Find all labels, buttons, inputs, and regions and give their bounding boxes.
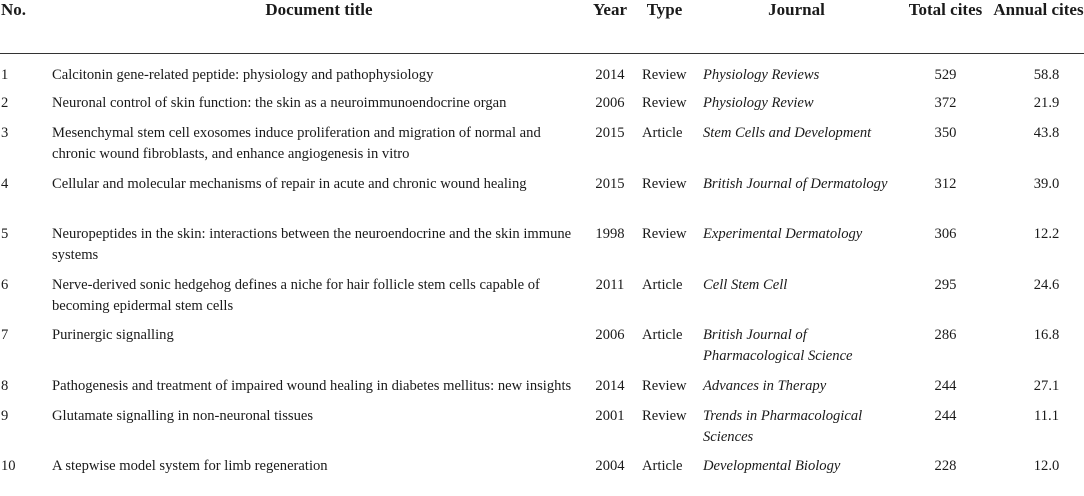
- cell-journal: Developmental Biology: [703, 458, 841, 474]
- header-total-cites: Total cites: [898, 0, 993, 53]
- table-row: [0, 224, 1084, 275]
- header-journal: Journal: [695, 0, 898, 53]
- cell-journal: Stem Cells and Development: [703, 125, 872, 141]
- cell-no: 4: [1, 175, 9, 192]
- cell-type: Review: [642, 377, 687, 394]
- cell-year: 2014: [595, 377, 625, 394]
- cell-type: Article: [642, 327, 683, 343]
- cell-type: Review: [642, 95, 687, 111]
- table-row: [0, 275, 1084, 326]
- cell-journal: Physiology Review: [703, 95, 814, 111]
- cell-year: 2015: [595, 125, 625, 141]
- cell-total-cites: 295: [934, 276, 957, 293]
- cell-year: 2006: [595, 95, 625, 111]
- cell-year: 2006: [595, 327, 625, 343]
- cell-annual-cites: 12.2: [1033, 226, 1060, 242]
- cell-no: 5: [1, 226, 9, 242]
- cell-no: 8: [1, 377, 9, 394]
- cell-no: 6: [1, 276, 9, 293]
- cell-annual-cites: 58.8: [1033, 66, 1060, 83]
- header-year: Year: [586, 0, 634, 53]
- cell-journal: Advances in Therapy: [703, 377, 827, 394]
- table-row: [0, 123, 1084, 174]
- cell-year: 2004: [595, 458, 625, 474]
- header-annual-cites: Annual cites: [993, 0, 1084, 53]
- cell-year: 2014: [595, 66, 625, 83]
- cell-document-title: Neuronal control of skin function: the skin as a neuroimmunoendocrine organ: [52, 95, 507, 111]
- cell-no: 1: [1, 66, 9, 83]
- cell-no: 7: [1, 327, 9, 343]
- cell-annual-cites: 24.6: [1033, 276, 1060, 293]
- cell-type: Article: [642, 125, 683, 141]
- cell-annual-cites: 12.0: [1033, 458, 1060, 474]
- cell-document-title: Calcitonin gene-related peptide: physiology and pathophysiology: [52, 66, 434, 83]
- cell-total-cites: 312: [934, 175, 957, 192]
- cell-annual-cites: 43.8: [1033, 125, 1060, 141]
- cell-document-title: Purinergic signalling: [52, 327, 174, 343]
- cell-type: Article: [642, 276, 683, 293]
- cell-no: 10: [1, 458, 16, 474]
- cell-year: 2015: [595, 175, 625, 192]
- cell-journal: British Journal of Dermatology: [703, 175, 888, 192]
- table-row: [0, 406, 1084, 457]
- cell-total-cites: 244: [934, 407, 957, 424]
- cell-journal: Cell Stem Cell: [703, 276, 788, 293]
- cell-year: 2001: [595, 407, 625, 424]
- cell-journal: Physiology Reviews: [703, 66, 820, 83]
- header-no: No.: [0, 0, 52, 53]
- cell-type: Article: [642, 458, 683, 474]
- header-row: [0, 0, 1084, 53]
- cell-type: Review: [642, 175, 687, 192]
- cell-document-title: Glutamate signalling in non-neuronal tissues: [52, 407, 314, 424]
- cell-annual-cites: 27.1: [1033, 377, 1060, 394]
- table-row: [0, 174, 1084, 225]
- cell-year: 1998: [595, 226, 625, 242]
- header-type: Type: [634, 0, 695, 53]
- table-row: [0, 93, 1084, 123]
- cell-no: 2: [1, 95, 9, 111]
- cell-type: Review: [642, 226, 687, 242]
- cell-journal: Trends in Pharmacological Sciences: [703, 407, 863, 445]
- table-row: [0, 53, 1084, 93]
- table-row: [0, 325, 1084, 376]
- cell-total-cites: 350: [934, 125, 957, 141]
- cell-total-cites: 529: [934, 66, 957, 83]
- cell-journal: British Journal of Pharmacological Science: [703, 327, 853, 364]
- cell-document-title: Pathogenesis and treatment of impaired wound healing in diabetes mellitus: new insights: [52, 377, 572, 394]
- cell-total-cites: 244: [934, 377, 957, 394]
- cell-annual-cites: 16.8: [1033, 327, 1060, 343]
- cell-annual-cites: 11.1: [1034, 407, 1059, 424]
- cell-total-cites: 286: [934, 327, 957, 343]
- cell-annual-cites: 39.0: [1033, 175, 1060, 192]
- cell-no: 9: [1, 407, 9, 424]
- cell-total-cites: 306: [934, 226, 957, 242]
- cell-document-title: Neuropeptides in the skin: interactions between the neuroendocrine and the skin immune systems: [52, 226, 572, 263]
- cell-document-title: Mesenchymal stem cell exosomes induce proliferation and migration of normal and chronic wound fibroblasts, and enhance angiogenesis in vitro: [52, 125, 541, 162]
- cell-annual-cites: 21.9: [1033, 95, 1060, 111]
- cell-document-title: A stepwise model system for limb regeneration: [52, 458, 328, 474]
- cell-journal: Experimental Dermatology: [703, 226, 863, 242]
- table-row: [0, 376, 1084, 406]
- cell-document-title: Nerve-derived sonic hedgehog defines a niche for hair follicle stem cells capable of becoming epidermal stem cells: [52, 276, 540, 314]
- cell-no: 3: [1, 125, 9, 141]
- cell-total-cites: 372: [934, 95, 957, 111]
- cell-type: Review: [642, 66, 687, 83]
- table-row: [0, 456, 1084, 486]
- header-document-title: Document title: [52, 0, 586, 53]
- cell-document-title: Cellular and molecular mechanisms of repair in acute and chronic wound healing: [52, 175, 527, 192]
- cell-year: 2011: [595, 276, 625, 293]
- cell-type: Review: [642, 407, 687, 424]
- cell-total-cites: 228: [934, 458, 957, 474]
